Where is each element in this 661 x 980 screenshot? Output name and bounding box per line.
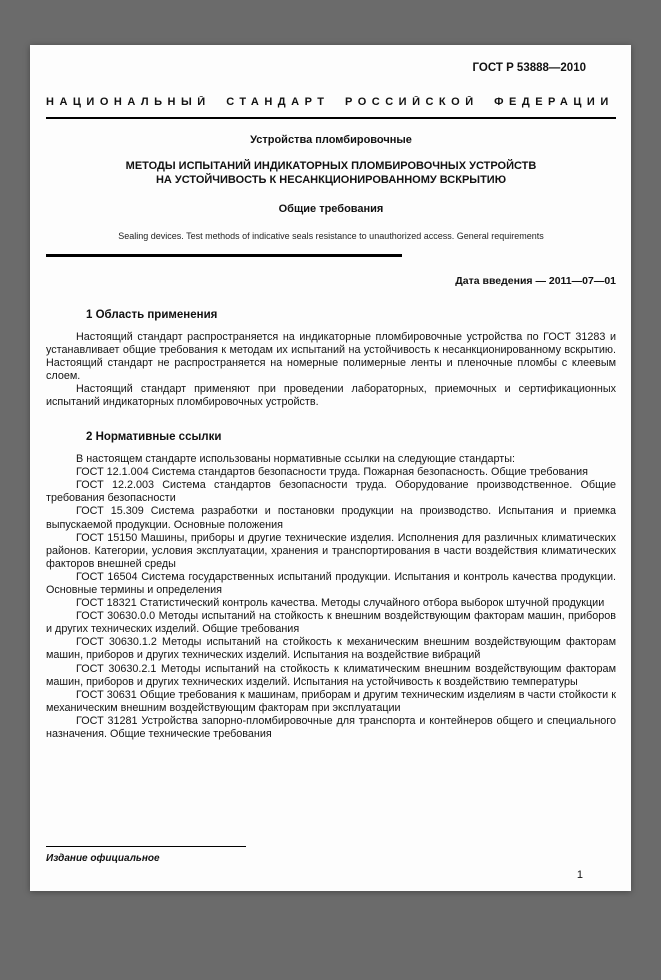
reference-item: ГОСТ 12.2.003 Система стандартов безопасности труда. Оборудование производственное. Общие требования безопасности (46, 479, 616, 505)
reference-item: ГОСТ 30630.0.0 Методы испытаний на стойкость к внешним воздействующим факторам машин, приборов и других технических изделий. Общие требования (46, 610, 616, 636)
doc-subtitle: Общие требования (278, 203, 384, 215)
page-number: 1 (576, 869, 583, 881)
doc-number: ГОСТ Р 53888—2010 (472, 62, 586, 74)
edition-note: Издание официальное (46, 853, 160, 864)
doc-title-line-2: НА УСТОЙЧИВОСТЬ К НЕСАНКЦИОНИРОВАННОМУ ВСКРЫТИЮ (155, 174, 507, 186)
reference-item: ГОСТ 18321 Статистический контроль качества. Методы случайного отбора выборок штучной продукции (76, 597, 605, 610)
doc-subject: Устройства пломбировочные (250, 134, 412, 146)
reference-item: ГОСТ 30631 Общие требования к машинам, приборам и другим техническим изделиям в части стойкости к механическим внешним воздействующим факторам при эксплуатации (46, 688, 616, 714)
section-heading-references: 2 Нормативные ссылки (86, 431, 222, 444)
doc-title (46, 159, 616, 187)
reference-item: ГОСТ 16504 Система государственных испытаний продукции. Испытания и контроль качества продукции. Основные термины и определения (46, 570, 616, 596)
reference-item: ГОСТ 30630.2.1 Методы испытаний на стойкость к климатическим внешним воздействующим факторам машин, приборов и других технических изделий. Испытания на устойчивость к воздействию температуры (46, 662, 616, 688)
scope-paragraph: Настоящий стандарт распространяется на индикаторные пломбировочные устройства по ГОСТ 31283 и устанавливает общие требования к методам их испытаний на устойчивость к несанкционированному вскрытию. Настоящий стандарт не распространяется на номерные полимерные ленты и пленочные пломбы с клеевым слоем. (46, 330, 616, 382)
doc-title-line-1: МЕТОДЫ ИСПЫТАНИЙ ИНДИКАТОРНЫХ ПЛОМБИРОВОЧНЫХ УСТРОЙСТВ (125, 160, 537, 172)
reference-item: ГОСТ 15.309 Система разработки и постановки продукции на производство. Испытания и приемка выпускаемой продукции. Основные положения (46, 505, 616, 531)
header-rule (46, 117, 616, 119)
section-heading-scope: 1 Область применения (86, 308, 218, 321)
effective-date: Дата введения — 2011—07—01 (455, 274, 616, 287)
references-intro: В настоящем стандарте использованы нормативные ссылки на следующие стандарты: (76, 453, 515, 466)
document-page (30, 45, 631, 891)
scope-paragraph: Настоящий стандарт применяют при проведении лабораторных, приемочных и сертификационных испытаний индикаторных пломбировочных устройств. (46, 382, 616, 408)
reference-item: ГОСТ 31281 Устройства запорно-пломбировочные для транспорта и контейнеров общего и специального назначения. Общие технические требования (46, 714, 616, 741)
reference-item: ГОСТ 30630.1.2 Методы испытаний на стойкость к механическим внешним воздействующим факторам машин, приборов и других технических изделий. Испытания на воздействие вибраций (46, 636, 616, 662)
doc-title-english: Sealing devices. Test methods of indicative seals resistance to unauthorized access. General requirements (118, 231, 544, 241)
reference-item: ГОСТ 12.1.004 Система стандартов безопасности труда. Пожарная безопасность. Общие требования (76, 466, 588, 479)
footer-rule (46, 846, 246, 847)
separator-rule (46, 254, 402, 257)
reference-item: ГОСТ 15150 Машины, приборы и другие технические изделия. Исполнения для различных климатических районов. Категории, условия эксплуатации, хранения и транспортирования в части воздействия климатических факторов внешней среды (46, 531, 616, 570)
standard-type-heading: НАЦИОНАЛЬНЫЙ СТАНДАРТ РОССИЙСКОЙ ФЕДЕРАЦИИ (46, 96, 614, 108)
